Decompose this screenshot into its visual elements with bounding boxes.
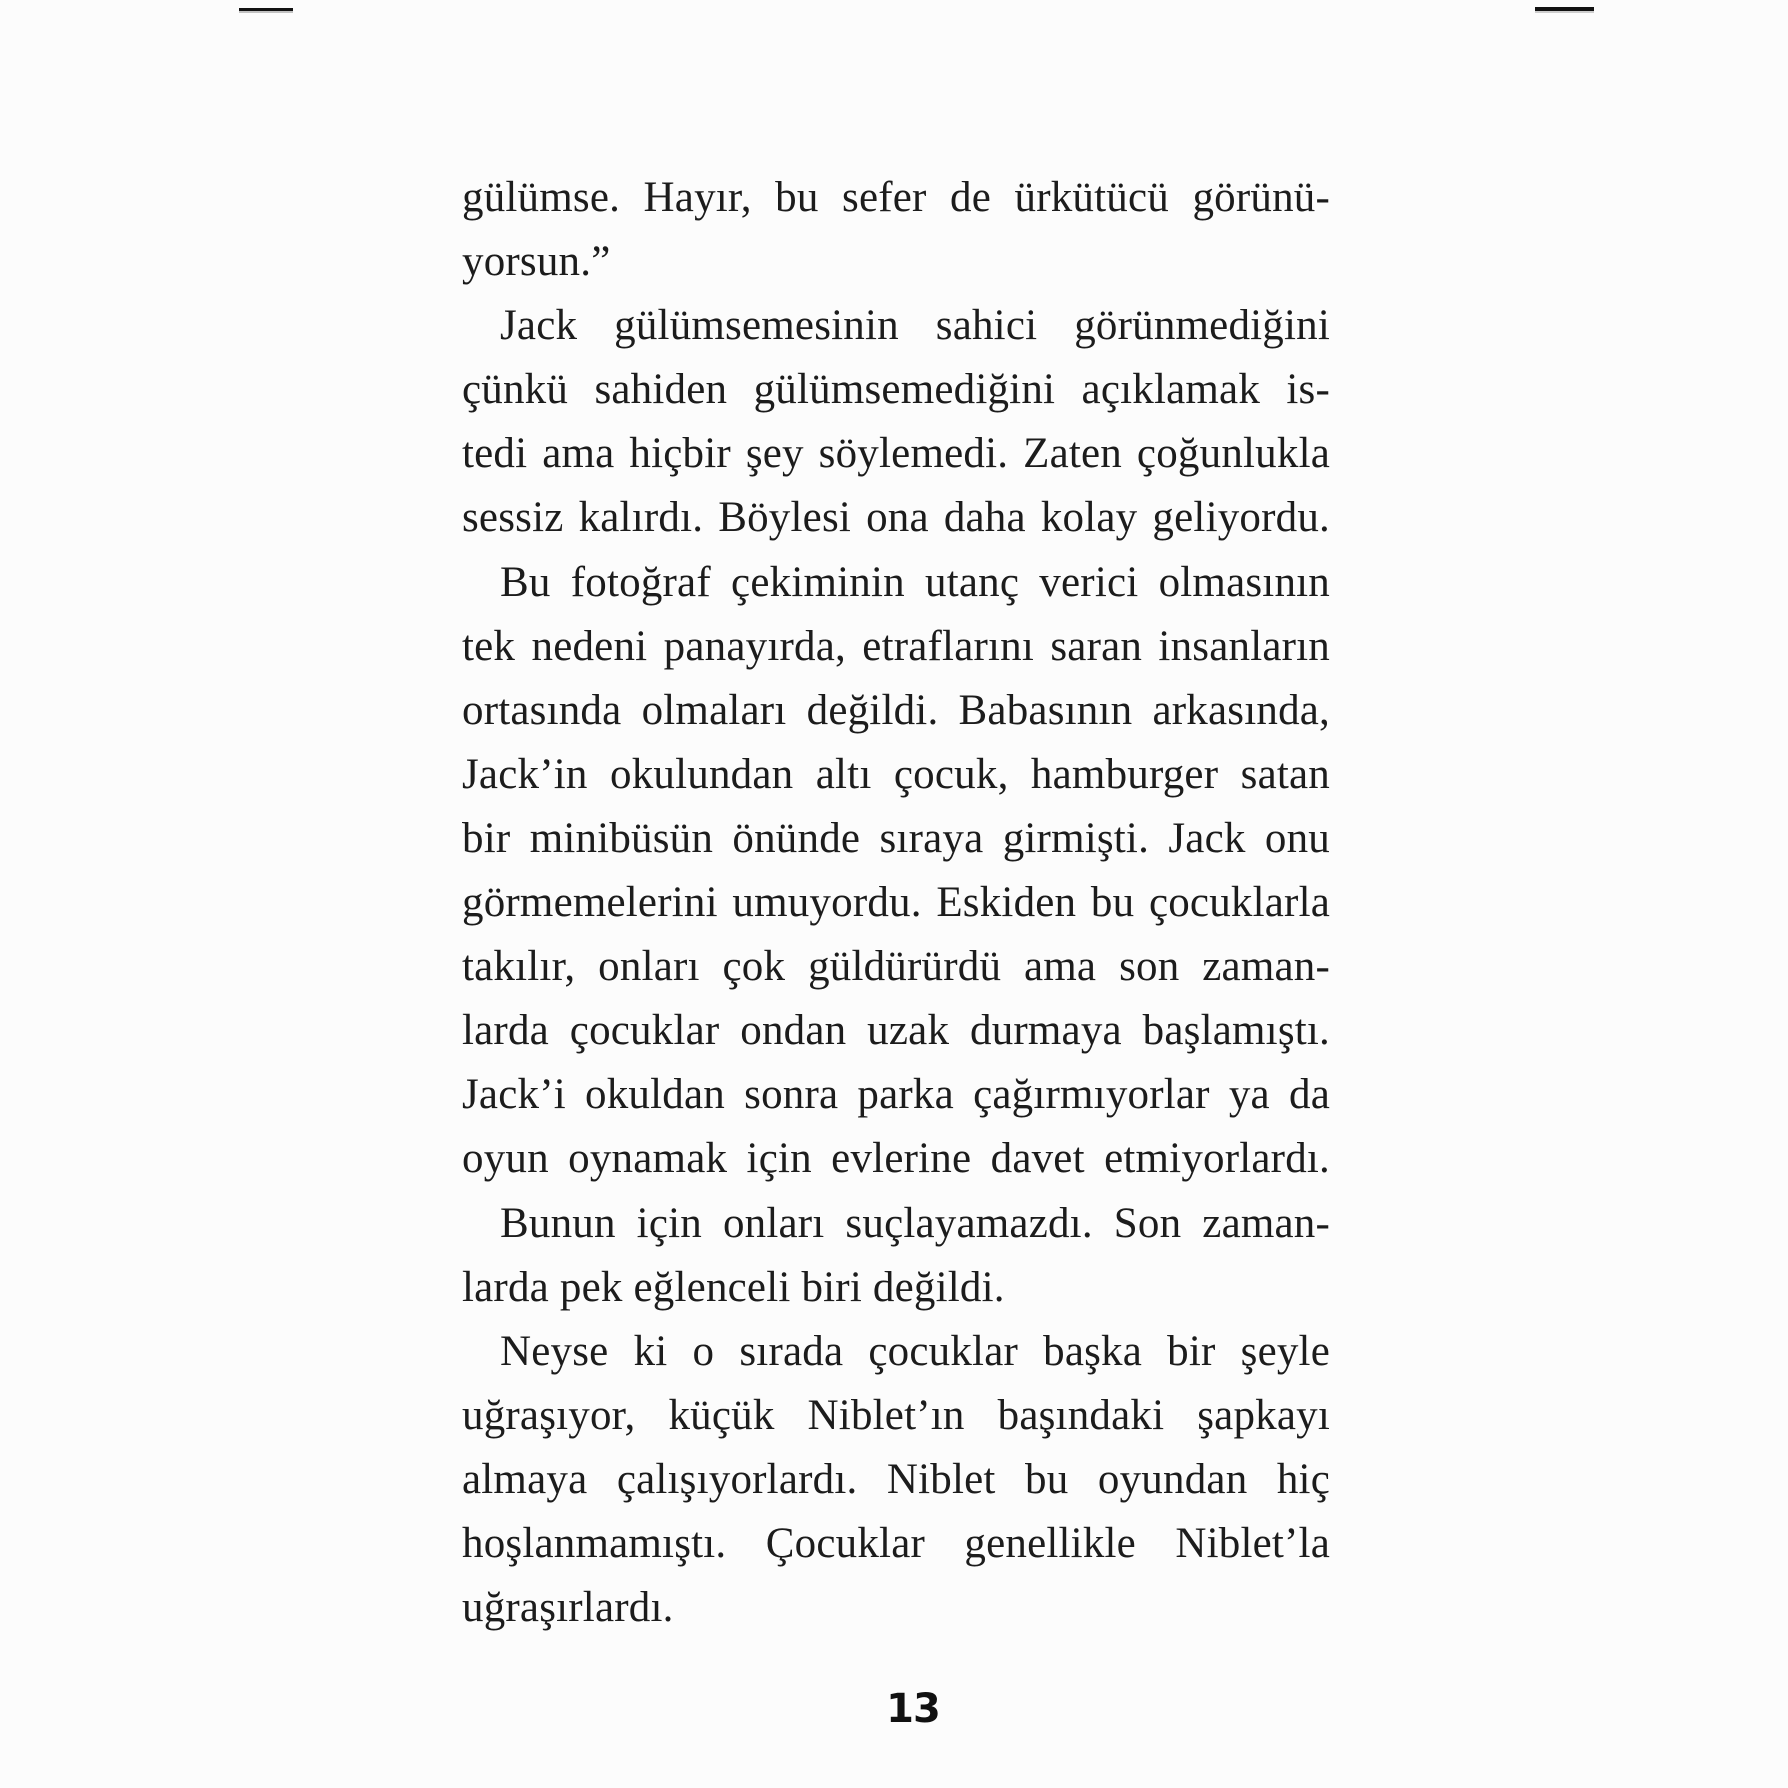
text-line: çünkü sahiden gülümsemediğini açıklamak is- xyxy=(462,366,1330,414)
text-line: gülümse. Hayır, bu sefer de ürkütücü görünü- xyxy=(462,174,1330,221)
text-line: larda çocuklar ondan uzak durmaya başlamıştı. xyxy=(462,1007,1330,1055)
text-line: larda pek eğlenceli biri değildi. xyxy=(462,1263,1005,1311)
text-line: almaya çalışıyorlardı. Niblet bu oyundan hiç xyxy=(462,1455,1330,1503)
text-line: Bu fotoğraf çekiminin utanç verici olmasının xyxy=(500,558,1330,606)
page-number: 13 xyxy=(886,1686,940,1732)
text-line: tek nedeni panayırda, etraflarını saran insanların xyxy=(462,622,1330,670)
text-line: görmemelerini umuyordu. Eskiden bu çocuklarla xyxy=(462,879,1330,927)
page-text xyxy=(462,166,1330,1640)
text-line: bir minibüsün önünde sıraya girmişti. Jack onu xyxy=(462,814,1330,862)
text-line: ortasında olmaları değildi. Babasının arkasında, xyxy=(462,686,1330,734)
text-line: uğraşıyor, küçük Niblet’ın başındaki şapkayı xyxy=(462,1391,1330,1439)
text-line: Jack’in okulundan altı çocuk, hamburger satan xyxy=(462,750,1330,798)
text-line: tedi ama hiçbir şey söylemedi. Zaten çoğunlukla xyxy=(462,430,1330,478)
text-line: takılır, onları çok güldürürdü ama son zaman- xyxy=(462,943,1330,991)
text-line: yorsun.” xyxy=(462,238,611,286)
text-line: Bunun için onları suçlayamazdı. Son zaman- xyxy=(500,1199,1330,1247)
crop-mark-right xyxy=(1535,7,1594,11)
text-line: hoşlanmamıştı. Çocuklar genellikle Niblet’la xyxy=(462,1519,1330,1567)
text-line: Jack gülümsemesinin sahici görünmediğini xyxy=(500,302,1330,350)
text-line: uğraşırlardı. xyxy=(462,1584,674,1632)
crop-mark-left xyxy=(239,8,293,11)
text-line: sessiz kalırdı. Böylesi ona daha kolay geliyordu. xyxy=(462,494,1330,542)
text-line: Neyse ki o sırada çocuklar başka bir şeyle xyxy=(500,1327,1330,1375)
text-line: oyun oynamak için evlerine davet etmiyorlardı. xyxy=(462,1135,1330,1183)
text-line: Jack’i okuldan sonra parka çağırmıyorlar ya da xyxy=(462,1071,1330,1119)
